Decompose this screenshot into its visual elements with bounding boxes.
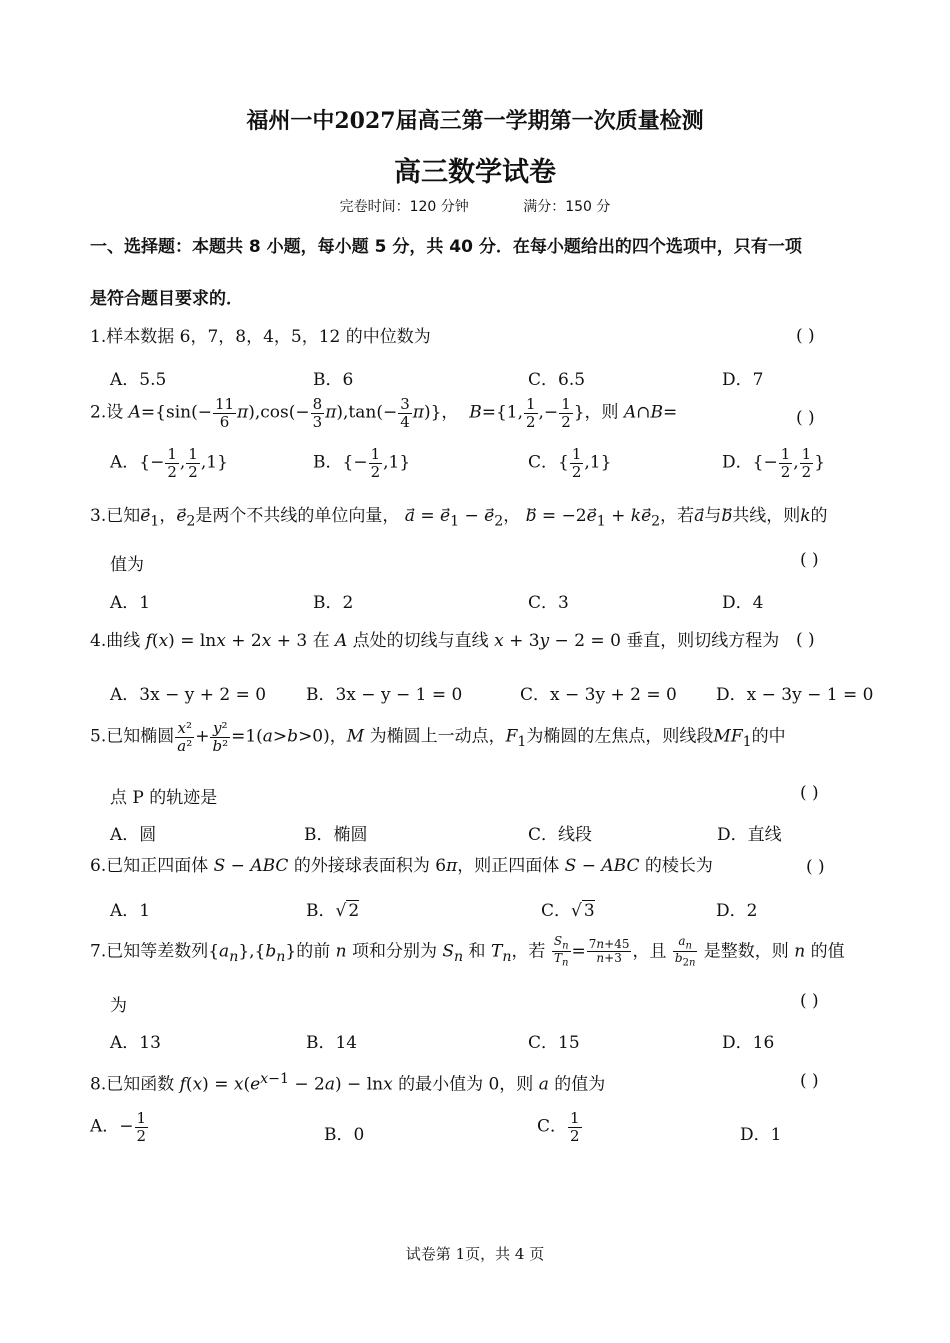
q6-option-a: A．1 [110, 901, 151, 921]
q8-option-a: A．− $\frac{1}{2}$ [90, 1109, 147, 1145]
q1-option-c: C．6.5 [528, 370, 586, 390]
q7-option-b: B．14 [306, 1033, 358, 1053]
score-label: 满分：150 分 [523, 199, 611, 215]
question-7-cont: 为 [110, 996, 127, 1016]
q3-option-a: A．1 [110, 593, 151, 613]
time-label: 完卷时间：120 分钟 [339, 199, 469, 215]
q7-option-d: D．16 [722, 1033, 775, 1053]
question-5: 5.已知椭圆 $\frac{\text{x²}}{\text{a²}}$ + $\frac{\text{y²}}{\text{b²}}$ =1(a>b>0)，M 为椭圆上一动点，$F_1$为椭圆的左焦点，则线段$MF_1$的中 [90, 719, 786, 755]
q1-option-d: D．7 [722, 370, 764, 390]
q2-option-c: C．{ $\frac{1}{2}$ ,1} [528, 445, 612, 481]
answer-paren-1: ( ) [796, 326, 815, 346]
q6-option-d: D．2 [716, 901, 758, 921]
q8-option-b: B．0 [324, 1125, 365, 1145]
answer-paren-8: ( ) [800, 1071, 819, 1091]
q8-option-d: D．1 [740, 1125, 782, 1145]
question-2: 2.设 A={sin(− $\frac{11}{6}$ π),cos(− $\frac{8}{3}$ π),tan(− $\frac{3}{4}$ π)}， B={1, $\frac{1}{2}$ ,− $\frac{1}{2}$ }，则 A∩B= [90, 395, 678, 431]
question-6: 6.已知正四面体 S − ABC 的外接球表面积为 6π，则正四面体 S − ABC 的棱长为 [90, 856, 713, 876]
question-8: 8.已知函数 $f(x) = x(e^{x-1} - 2a) - \ln x$ 的最小值为 0，则 a 的值为 [90, 1071, 606, 1095]
answer-paren-3: ( ) [800, 550, 819, 570]
question-5-cont: 点 P 的轨迹是 [110, 788, 218, 808]
question-3: 3.已知$e_1$，$e_2$是两个不共线的单位向量， a⃗ = $e_1 - e_2$， b⃗ = $-2e_1 + ke_2$，若a⃗与b⃗共线，则k的 [90, 506, 828, 530]
answer-paren-5: ( ) [800, 783, 819, 803]
q5-option-a: A．圆 [110, 825, 157, 845]
q7-option-a: A．13 [110, 1033, 161, 1053]
answer-paren-4: ( ) [796, 630, 815, 650]
question-1: 1.样本数据 6，7，8，4，5，12 的中位数为 [90, 327, 431, 347]
q4-option-d: D．x − 3y − 1 = 0 [716, 685, 874, 705]
q1-option-a: A．5.5 [110, 370, 167, 390]
q5-option-c: C．线段 [528, 825, 593, 845]
q2-option-d: D．{− $\frac{1}{2}$ , $\frac{1}{2}$ } [722, 445, 826, 481]
q2-option-a: A．{− $\frac{1}{2}$ , $\frac{1}{2}$ ,1} [110, 445, 228, 481]
q4-option-a: A．3x − y + 2 = 0 [110, 685, 267, 705]
q6-option-b: B．√ 2 [306, 901, 360, 921]
q7-option-c: C．15 [528, 1033, 580, 1053]
answer-paren-7: ( ) [800, 991, 819, 1011]
q5-option-b: B．椭圆 [304, 825, 368, 845]
question-7: 7.已知等差数列$\{a_n\},\{b_n\}$的前 n 项和分别为 $S_n$ 和 $T_n$，若 $\frac{S_n}{T_n}$ = $\frac{7n+45}{n+3}$ ，且 $\frac{a_n}{b_{2n}}$ 是整数，则 n 的值 [90, 934, 845, 969]
q3-option-c: C．3 [528, 593, 569, 613]
exam-title: 高三数学试卷 [394, 157, 556, 188]
answer-paren-2: ( ) [796, 408, 815, 428]
q1-option-b: B．6 [313, 370, 354, 390]
page-footer: 试卷第 1页，共 4 页 [405, 1245, 545, 1263]
q4-option-c: C．x − 3y + 2 = 0 [520, 685, 677, 705]
q4-option-b: B．3x − y − 1 = 0 [306, 685, 463, 705]
q5-option-d: D．直线 [717, 825, 782, 845]
question-3-cont: 值为 [110, 555, 144, 575]
q3-option-b: B．2 [313, 593, 354, 613]
answer-paren-6: ( ) [806, 857, 825, 877]
q6-option-c: C．√ 3 [541, 901, 595, 921]
q3-option-d: D．4 [722, 593, 764, 613]
school-title: 福州一中2027届高三第一学期第一次质量检测 [246, 108, 704, 134]
exam-meta [0, 196, 950, 216]
question-4: 4.曲线 f(x) = lnx + 2x + 3 在 A 点处的切线与直线 x + 3y − 2 = 0 垂直，则切线方程为 [90, 631, 780, 651]
q8-option-c: C． $\frac{1}{2}$ [537, 1109, 580, 1145]
q2-option-b: B．{− $\frac{1}{2}$ ,1} [313, 445, 411, 481]
section-heading-cont: 是符合题目要求的． [90, 289, 243, 309]
section-heading: 一、选择题：本题共 8 小题，每小题 5 分，共 40 分．在每小题给出的四个选项中，只有一项 [90, 237, 802, 257]
